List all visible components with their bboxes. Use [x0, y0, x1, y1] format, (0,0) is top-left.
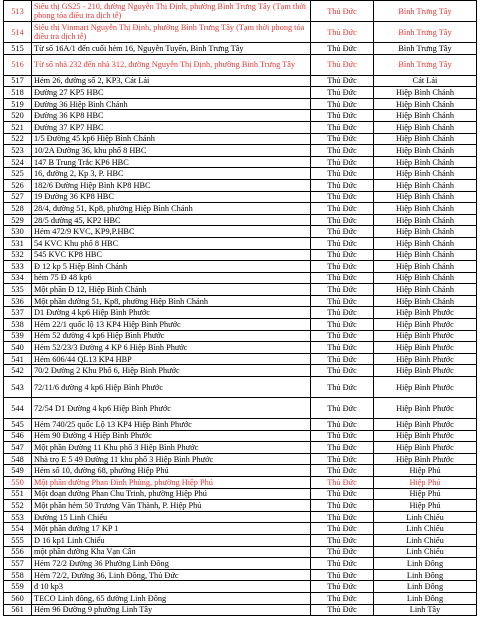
ward-cell: Linh Đông	[374, 558, 477, 570]
row-number-cell: 526	[4, 179, 32, 191]
address-cell: 16, đường 2, Kp 3, P. HBC	[32, 168, 311, 180]
table-row	[4, 377, 477, 398]
district-cell: Thủ Đức	[311, 214, 374, 226]
row-number-cell: 514	[4, 22, 32, 43]
address-cell: Nhà trọ E 5 49 Đường 11 khu phố 3 Hiệp Bình Phước	[32, 453, 311, 465]
row-number-cell: 556	[4, 546, 32, 558]
address-cell: Hẻm 52 đường 4 kp6 Hiệp Bình Phước	[32, 330, 311, 342]
table-row	[4, 604, 477, 616]
ward-cell: Linh Tây	[374, 604, 477, 616]
district-cell: Thủ Đức	[311, 22, 374, 43]
table-row	[4, 54, 477, 75]
table-row	[4, 419, 477, 431]
district-cell: Thủ Đức	[311, 179, 374, 191]
address-cell: Từ số 16A/1 đến cuối hẻm 16, Nguyễn Tuyển, Bình Trưng Tây	[32, 43, 311, 55]
address-cell: Hẻm 22/1 quốc lộ 13 KP4 Hiệp Bình Phước	[32, 319, 311, 331]
row-number-cell: 541	[4, 353, 32, 365]
address-cell: D 16 kp1 Linh Chiểu	[32, 534, 311, 546]
district-cell: Thủ Đức	[311, 377, 374, 398]
table-row	[4, 284, 477, 296]
address-cell: hẻm 75 Đ 48 kp6	[32, 272, 311, 284]
row-number-cell: 545	[4, 419, 32, 431]
row-number-cell: 547	[4, 442, 32, 454]
district-cell: Thủ Đức	[311, 121, 374, 133]
table-row	[4, 500, 477, 512]
district-cell: Thủ Đức	[311, 237, 374, 249]
district-cell: Thủ Đức	[311, 488, 374, 500]
ward-cell: Hiệp Phú	[374, 488, 477, 500]
row-number-cell: 542	[4, 365, 32, 377]
table-row	[4, 203, 477, 215]
ward-cell: Hiệp Bình Phước	[374, 430, 477, 442]
district-cell: Thủ Đức	[311, 523, 374, 535]
district-cell: Thủ Đức	[311, 43, 374, 55]
address-cell: Một phần Đ 12, Hiệp Bình Chánh	[32, 284, 311, 296]
table-row	[4, 295, 477, 307]
ward-cell: Hiệp Bình Chánh	[374, 98, 477, 110]
district-cell: Thủ Đức	[311, 54, 374, 75]
ward-cell: Hiệp Bình Chánh	[374, 191, 477, 203]
district-cell: Thủ Đức	[311, 477, 374, 489]
district-cell: Thủ Đức	[311, 453, 374, 465]
table-body	[4, 1, 477, 616]
ward-cell: Hiệp Bình Phước	[374, 377, 477, 398]
address-cell: 545 KVC KP8 HBC	[32, 249, 311, 261]
row-number-cell: 538	[4, 319, 32, 331]
table-row	[4, 477, 477, 489]
district-cell: Thủ Đức	[311, 87, 374, 99]
row-number-cell: 513	[4, 1, 32, 22]
address-cell: 70/2 Đường 2 Khu Phố 6, Hiệp Bình Phước	[32, 365, 311, 377]
row-number-cell: 552	[4, 500, 32, 512]
address-cell: Một đoạn đường Phan Chu Trinh, phường Hiệp Phú	[32, 488, 311, 500]
table-row	[4, 110, 477, 122]
district-cell: Thủ Đức	[311, 156, 374, 168]
table-row	[4, 145, 477, 157]
row-number-cell: 543	[4, 377, 32, 398]
table-row	[4, 179, 477, 191]
ward-cell: Hiệp Phú	[374, 477, 477, 489]
ward-cell: Cát Lái	[374, 75, 477, 87]
table-row	[4, 75, 477, 87]
row-number-cell: 546	[4, 430, 32, 442]
table-row	[4, 546, 477, 558]
table-row	[4, 353, 477, 365]
ward-cell: Linh Chiểu	[374, 534, 477, 546]
table-row	[4, 398, 477, 419]
address-cell: Đường 36 Hiệp Bình Chánh	[32, 98, 311, 110]
ward-cell: Hiệp Bình Chánh	[374, 295, 477, 307]
ward-cell: Bình Trưng Tây	[374, 1, 477, 22]
address-cell: Hẻm 52/23/3 Đường 4 KP 6 Hiệp Bình Phước	[32, 342, 311, 354]
district-cell: Thủ Đức	[311, 511, 374, 523]
ward-cell: Hiệp Bình Chánh	[374, 272, 477, 284]
district-cell: Thủ Đức	[311, 226, 374, 238]
district-cell: Thủ Đức	[311, 430, 374, 442]
row-number-cell: 525	[4, 168, 32, 180]
district-cell: Thủ Đức	[311, 500, 374, 512]
district-cell: Thủ Đức	[311, 398, 374, 419]
district-cell: Thủ Đức	[311, 546, 374, 558]
row-number-cell: 560	[4, 592, 32, 604]
table-row	[4, 22, 477, 43]
ward-cell: Hiệp Phú	[374, 465, 477, 477]
ward-cell: Hiệp Bình Phước	[374, 330, 477, 342]
ward-cell: Hiệp Bình Chánh	[374, 214, 477, 226]
address-cell: Một phần đường Phan Đình Phùng, phường Hiệp Phú	[32, 477, 311, 489]
lockdown-locations-table	[3, 0, 477, 616]
row-number-cell: 537	[4, 307, 32, 319]
row-number-cell: 559	[4, 581, 32, 593]
row-number-cell: 517	[4, 75, 32, 87]
address-cell: Từ số nhà 232 đến nhà 312, đường Nguyễn Thị Định, phường Bình Trưng Tây	[32, 54, 311, 75]
address-cell: Một phần đường 17 KP 1	[32, 523, 311, 535]
address-cell: Đường 36 KP8 HBC	[32, 110, 311, 122]
address-cell: Đ 12 kp 5 Hiệp Bình Chánh	[32, 261, 311, 273]
table-row	[4, 511, 477, 523]
row-number-cell: 553	[4, 511, 32, 523]
table-row	[4, 249, 477, 261]
district-cell: Thủ Đức	[311, 569, 374, 581]
row-number-cell: 557	[4, 558, 32, 570]
district-cell: Thủ Đức	[311, 191, 374, 203]
table-row	[4, 214, 477, 226]
table-row	[4, 98, 477, 110]
row-number-cell: 554	[4, 523, 32, 535]
district-cell: Thủ Đức	[311, 581, 374, 593]
ward-cell: Linh Đông	[374, 581, 477, 593]
table-row	[4, 330, 477, 342]
row-number-cell: 549	[4, 465, 32, 477]
row-number-cell: 527	[4, 191, 32, 203]
row-number-cell: 539	[4, 330, 32, 342]
ward-cell: Hiệp Bình Chánh	[374, 226, 477, 238]
ward-cell: Hiệp Bình Chánh	[374, 261, 477, 273]
ward-cell: Hiệp Bình Chánh	[374, 145, 477, 157]
table-row	[4, 307, 477, 319]
district-cell: Thủ Đức	[311, 558, 374, 570]
table-row	[4, 133, 477, 145]
table-row	[4, 226, 477, 238]
district-cell: Thủ Đức	[311, 133, 374, 145]
address-cell: một phần đường Kha Vạn Cân	[32, 546, 311, 558]
row-number-cell: 532	[4, 249, 32, 261]
district-cell: Thủ Đức	[311, 261, 374, 273]
address-cell: 54 KVC Khu phố 8 HBC	[32, 237, 311, 249]
ward-cell: Hiệp Bình Chánh	[374, 284, 477, 296]
address-cell: 72/54 D1 Đường 4 kp6 Hiệp Bình Phước	[32, 398, 311, 419]
address-cell: Hẻm 72/2, Đường 36, Linh Đông, Thủ Đức	[32, 569, 311, 581]
ward-cell: Hiệp Bình Chánh	[374, 179, 477, 191]
table-row	[4, 442, 477, 454]
address-cell: 72/11/6 đường 4 kp6 Hiệp Bình Phước	[32, 377, 311, 398]
row-number-cell: 531	[4, 237, 32, 249]
ward-cell: Hiệp Bình Phước	[374, 398, 477, 419]
row-number-cell: 551	[4, 488, 32, 500]
ward-cell: Linh Chiểu	[374, 523, 477, 535]
table-row	[4, 523, 477, 535]
ward-cell: Linh Đông	[374, 569, 477, 581]
address-cell: D1 Đường 4 kp6 Hiệp Bình Phước	[32, 307, 311, 319]
table-row	[4, 342, 477, 354]
ward-cell: Hiệp Bình Phước	[374, 453, 477, 465]
table-row	[4, 1, 477, 22]
table-row	[4, 569, 477, 581]
ward-cell: Bình Trưng Tây	[374, 43, 477, 55]
district-cell: Thủ Đức	[311, 98, 374, 110]
ward-cell: Hiệp Bình Chánh	[374, 168, 477, 180]
ward-cell: Bình Trưng Tây	[374, 22, 477, 43]
ward-cell: Hiệp Bình Chánh	[374, 133, 477, 145]
ward-cell: Hiệp Bình Phước	[374, 419, 477, 431]
district-cell: Thủ Đức	[311, 465, 374, 477]
district-cell: Thủ Đức	[311, 330, 374, 342]
address-cell: 182/6 Đường Hiệp Bình KP8 HBC	[32, 179, 311, 191]
table-row	[4, 87, 477, 99]
table-row	[4, 121, 477, 133]
address-cell: Siêu thị GS25 - 210, đường Nguyễn Thị Định, phường Bình Trưng Tây (Tạm thời phong tỏa điều tra dịch tễ)	[32, 1, 311, 22]
district-cell: Thủ Đức	[311, 272, 374, 284]
ward-cell: Hiệp Bình Chánh	[374, 156, 477, 168]
ward-cell: Hiệp Bình Phước	[374, 342, 477, 354]
address-cell: Hẻm 90 Đường 4 Hiệp Bình Phước	[32, 430, 311, 442]
row-number-cell: 550	[4, 477, 32, 489]
ward-cell: Hiệp Bình Phước	[374, 307, 477, 319]
ward-cell: Hiệp Bình Phước	[374, 353, 477, 365]
row-number-cell: 558	[4, 569, 32, 581]
row-number-cell: 530	[4, 226, 32, 238]
address-cell: Hẻm 740/25 quốc Lộ 13 KP4 Hiệp Bình Phước	[32, 419, 311, 431]
district-cell: Thủ Đức	[311, 284, 374, 296]
address-cell: Hẻm số 10, đường 68, phường Hiệp Phú	[32, 465, 311, 477]
address-cell: 1/5 Đường 45 kp6 Hiệp Bình Chánh	[32, 133, 311, 145]
address-cell: 147 B Trung Trắc KP6 HBC	[32, 156, 311, 168]
table-row	[4, 365, 477, 377]
address-cell: 28/4, đường 51, Kp8, phường Hiệp Bình Chánh	[32, 203, 311, 215]
district-cell: Thủ Đức	[311, 307, 374, 319]
table-row	[4, 272, 477, 284]
ward-cell: Hiệp Bình Chánh	[374, 110, 477, 122]
ward-cell: Hiệp Bình Chánh	[374, 203, 477, 215]
district-cell: Thủ Đức	[311, 342, 374, 354]
row-number-cell: 518	[4, 87, 32, 99]
table-row	[4, 534, 477, 546]
address-cell: 19 Đường 36 KP8 HBC	[32, 191, 311, 203]
ward-cell: Hiệp Bình Phước	[374, 365, 477, 377]
table-row	[4, 156, 477, 168]
district-cell: Thủ Đức	[311, 604, 374, 616]
table-row	[4, 592, 477, 604]
table-row	[4, 558, 477, 570]
address-cell: Đường 15 Linh Chiểu	[32, 511, 311, 523]
district-cell: Thủ Đức	[311, 1, 374, 22]
row-number-cell: 524	[4, 156, 32, 168]
ward-cell: Hiệp Bình Chánh	[374, 87, 477, 99]
row-number-cell: 535	[4, 284, 32, 296]
row-number-cell: 520	[4, 110, 32, 122]
address-cell: Một phần hẻm 50 Trương Văn Thành, P. Hiệp Phú	[32, 500, 311, 512]
row-number-cell: 522	[4, 133, 32, 145]
district-cell: Thủ Đức	[311, 295, 374, 307]
table-row	[4, 319, 477, 331]
district-cell: Thủ Đức	[311, 145, 374, 157]
district-cell: Thủ Đức	[311, 110, 374, 122]
row-number-cell: 544	[4, 398, 32, 419]
district-cell: Thủ Đức	[311, 592, 374, 604]
row-number-cell: 516	[4, 54, 32, 75]
row-number-cell: 529	[4, 214, 32, 226]
table-row	[4, 191, 477, 203]
ward-cell: Hiệp Bình Chánh	[374, 237, 477, 249]
row-number-cell: 519	[4, 98, 32, 110]
row-number-cell: 515	[4, 43, 32, 55]
ward-cell: Linh Chiểu	[374, 546, 477, 558]
district-cell: Thủ Đức	[311, 75, 374, 87]
ward-cell: Linh Chiểu	[374, 511, 477, 523]
row-number-cell: 533	[4, 261, 32, 273]
address-cell: 10/2A Đường 36, khu phố 8 HBC	[32, 145, 311, 157]
address-cell: 28/5 đường 45, KP2 HBC	[32, 214, 311, 226]
ward-cell: Hiệp Bình Phước	[374, 442, 477, 454]
row-number-cell: 528	[4, 203, 32, 215]
table-row	[4, 237, 477, 249]
row-number-cell: 523	[4, 145, 32, 157]
ward-cell: Hiệp Bình Phước	[374, 319, 477, 331]
district-cell: Thủ Đức	[311, 365, 374, 377]
row-number-cell: 561	[4, 604, 32, 616]
table-row	[4, 430, 477, 442]
ward-cell: Linh Đông	[374, 592, 477, 604]
district-cell: Thủ Đức	[311, 419, 374, 431]
row-number-cell: 521	[4, 121, 32, 133]
address-cell: TECO Linh đông, 65 đường Linh Đông	[32, 592, 311, 604]
table-row	[4, 465, 477, 477]
address-cell: đ 10 kp3	[32, 581, 311, 593]
row-number-cell: 555	[4, 534, 32, 546]
district-cell: Thủ Đức	[311, 203, 374, 215]
row-number-cell: 548	[4, 453, 32, 465]
table-row	[4, 168, 477, 180]
table-row	[4, 43, 477, 55]
address-cell: Hẻm 606/44 QL13 KP4 HBP	[32, 353, 311, 365]
district-cell: Thủ Đức	[311, 249, 374, 261]
table-row	[4, 453, 477, 465]
row-number-cell: 534	[4, 272, 32, 284]
address-cell: Hẻm 72/2 Đường 36 Phường Linh Đông	[32, 558, 311, 570]
ward-cell: Hiệp Phú	[374, 500, 477, 512]
district-cell: Thủ Đức	[311, 534, 374, 546]
address-cell: Hẻm 26, đường số 2, KP3, Cát Lái	[32, 75, 311, 87]
ward-cell: Hiệp Bình Chánh	[374, 121, 477, 133]
district-cell: Thủ Đức	[311, 442, 374, 454]
address-cell: Hẻm 96 Đường 9 phường Linh Tây	[32, 604, 311, 616]
table-row	[4, 261, 477, 273]
address-cell: Siêu thị Vinmart Nguyễn Thị Định, phường Bình Trưng Tây (Tạm thời phong tỏa điều tra dịch tễ)	[32, 22, 311, 43]
address-cell: Một phần Đường 11 Khu phố 3 Hiệp Bình Phước	[32, 442, 311, 454]
district-cell: Thủ Đức	[311, 319, 374, 331]
address-cell: Một phần đường 51, Kp8, phường Hiệp Bình Chánh	[32, 295, 311, 307]
address-cell: Hẻm 472/9 KVC, KP9,P.HBC	[32, 226, 311, 238]
row-number-cell: 540	[4, 342, 32, 354]
table-row	[4, 581, 477, 593]
row-number-cell: 536	[4, 295, 32, 307]
table-row	[4, 488, 477, 500]
ward-cell: Hiệp Bình Chánh	[374, 249, 477, 261]
ward-cell: Bình Trưng Tây	[374, 54, 477, 75]
district-cell: Thủ Đức	[311, 353, 374, 365]
address-cell: Đường 37 KP7 HBC	[32, 121, 311, 133]
district-cell: Thủ Đức	[311, 168, 374, 180]
address-cell: Đường 27 KP5 HBC	[32, 87, 311, 99]
